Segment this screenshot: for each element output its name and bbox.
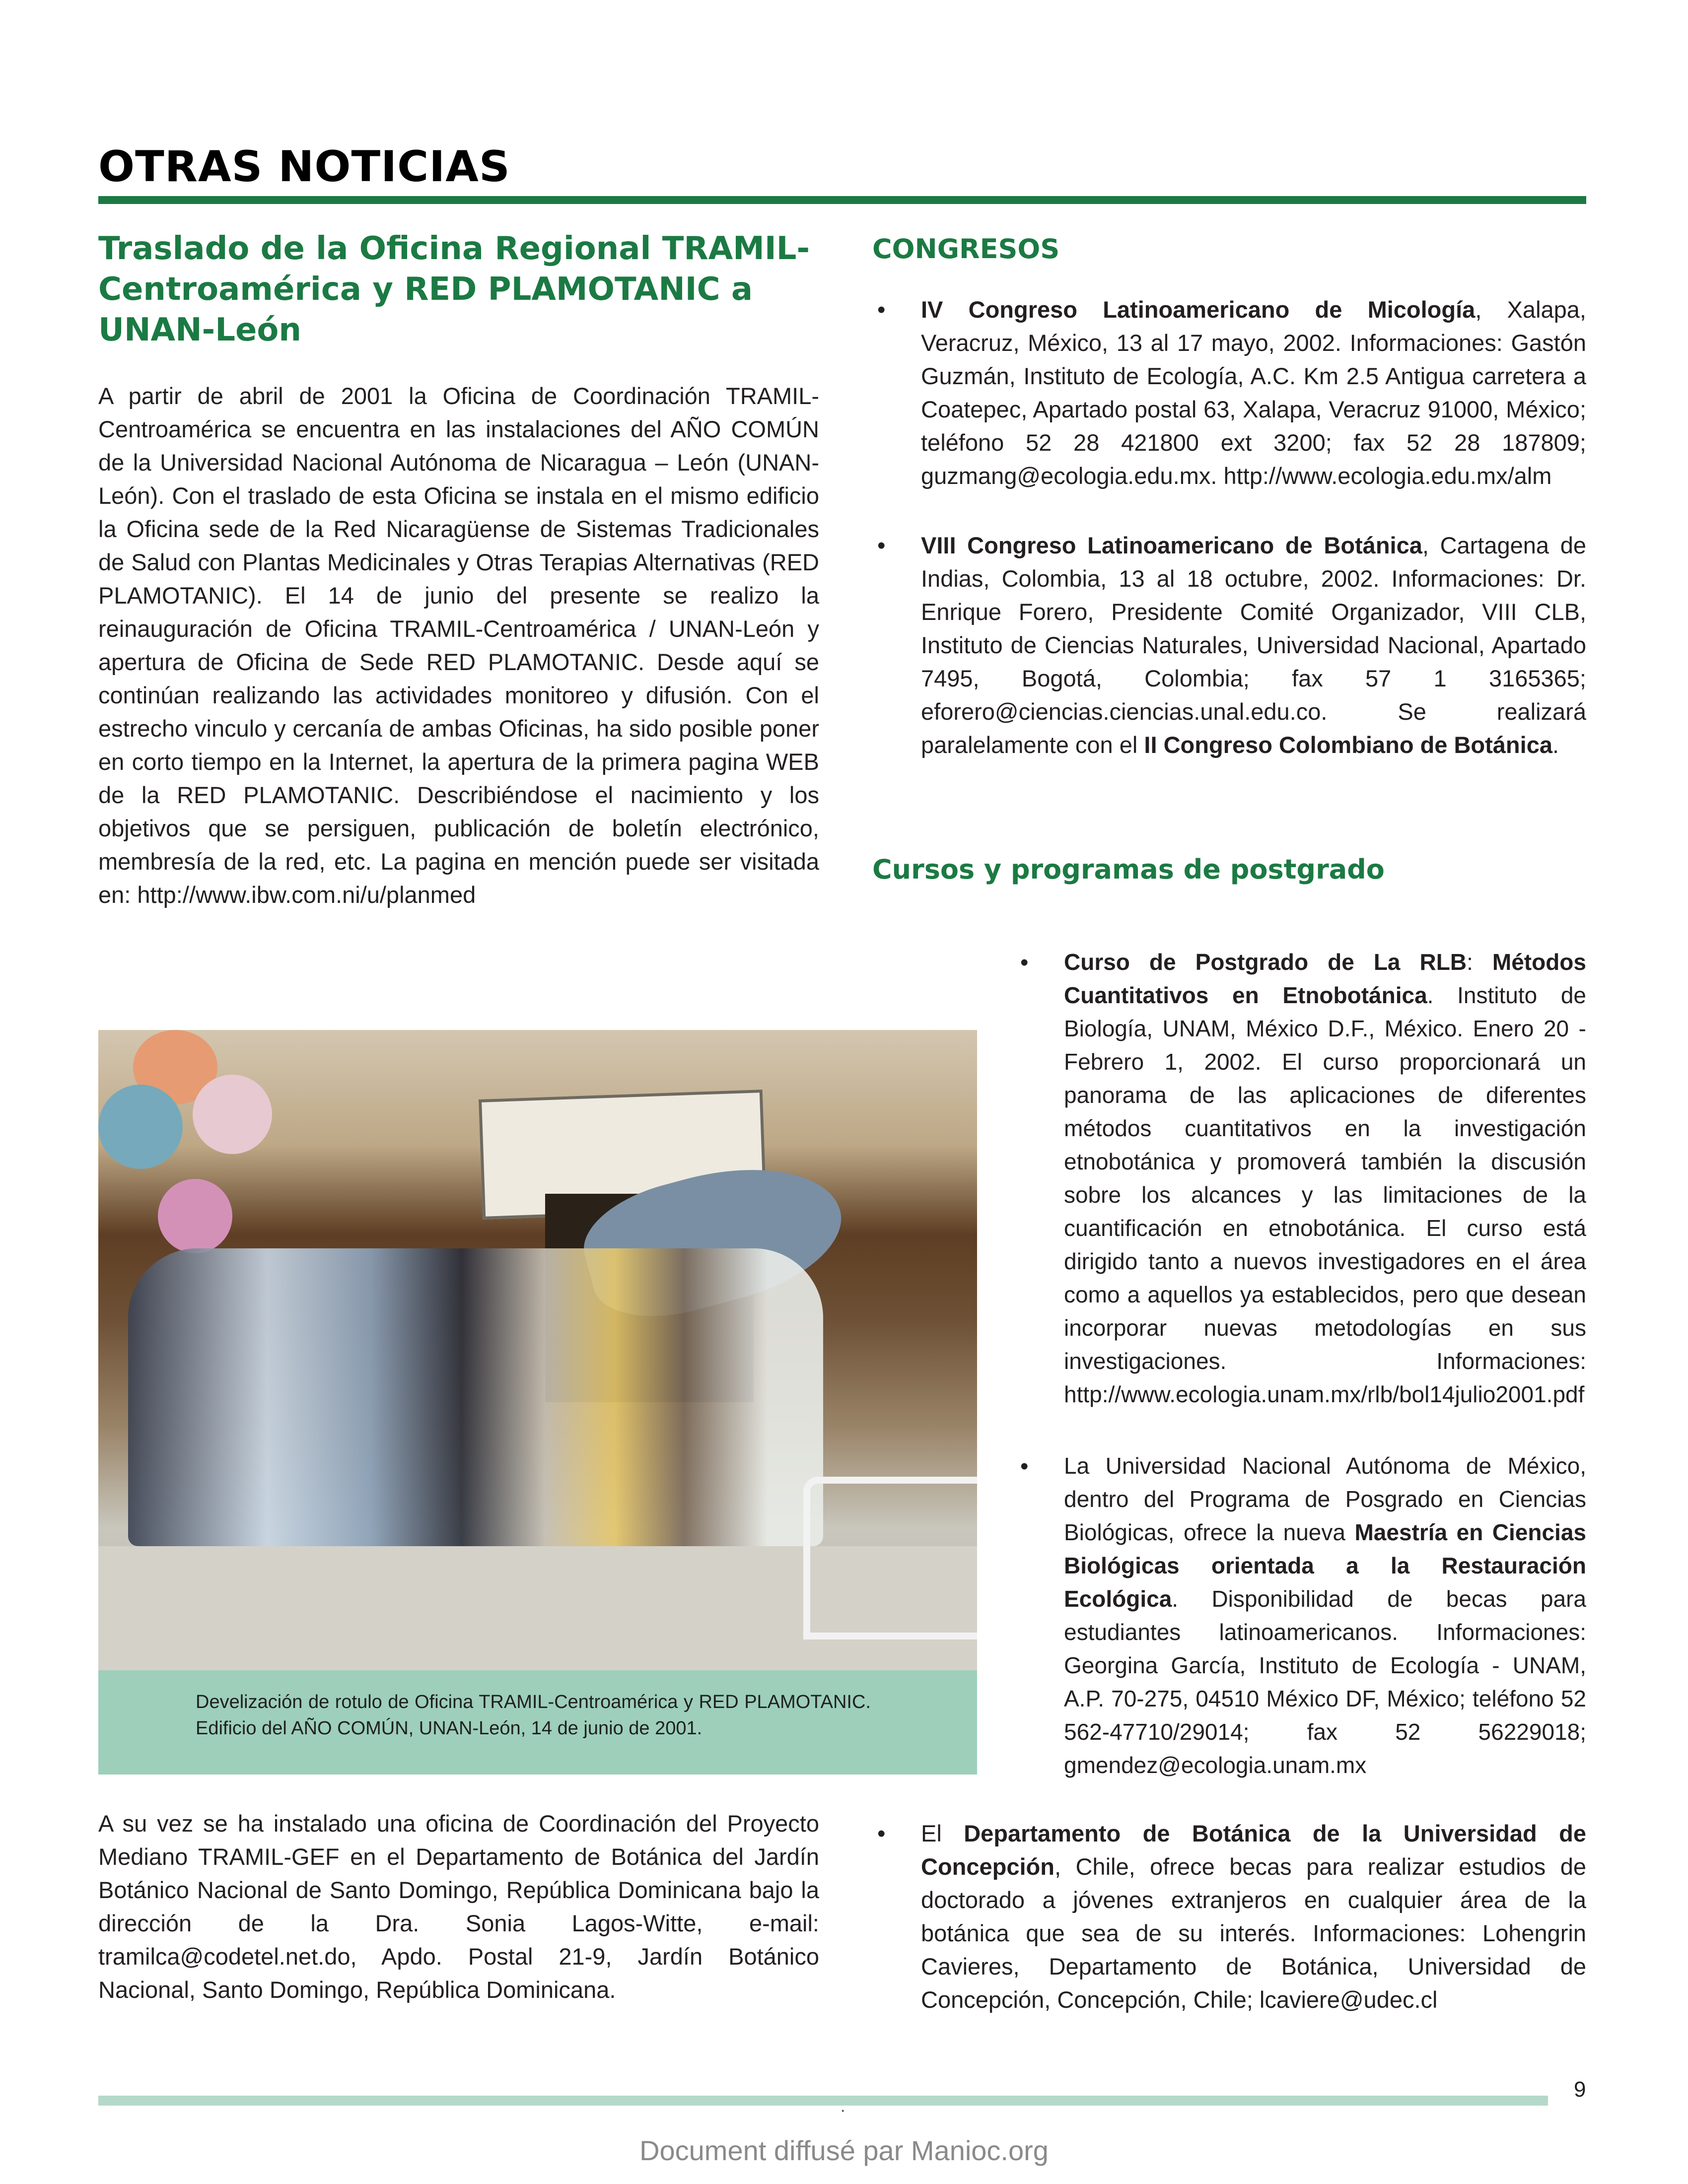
cursos-heading: Cursos y programas de postgrado [872,854,1385,885]
page-number: 9 [1574,2077,1586,2102]
curso-subtitle: Métodos Cuantitativos en Etnobotánica [1064,949,1586,1008]
curso-item [1020,946,1586,1411]
curso-separator: : [1467,949,1492,975]
photo-balloon [158,1179,232,1253]
section-title: OTRAS NOTICIAS [98,142,510,192]
article-paragraph-1: A partir de abril de 2001 la Oficina de Coordinación TRAMIL-Centroamérica se encuentra en las instalaciones del AÑO COMÚN de la Universidad Nacional Autónoma de Nicaragua – León (UNAN-León). Con el traslado de esta Oficina se instala en el mismo edificio la Oficina sede de la Red Nicaragüense de Sistemas Tradicionales de Salud con Plantas Medicinales y Otras Terapias Alternativas (RED PLAMOTANIC). El 14 de junio del presente se realizo la reinauguración de Oficina TRAMIL-Centroamérica / UNAN-León y apertura de Oficina de Sede RED PLAMOTANIC. Desde aquí se continúan realizando las actividades monitoreo y difusión. Con el estrecho vinculo y cercanía de ambas Oficinas, ha sido posible poner en corto tiempo en la Internet, la apertura de la primera pagina WEB de la RED PLAMOTANIC. Describiéndose el nacimiento y los objetivos que se persiguen, publicación de boletín electrónico, membresía de la red, etc. La pagina en mención puede ser visitada en: http://www.ibw.com.ni/u/planmed [98,383,819,908]
congreso-details: , Xalapa, Veracruz, México, 13 al 17 mayo, 2002. Informaciones: Gastón Guzmán, Instituto de Ecología, A.C. Km 2.5 Antigua carretera a Coatepec, Apartado postal 63, Xalapa, Veracruz 91000, México; teléfono 52 28 421800 ext 3200; fax 52 28 187809; guzmang@ecologia.edu.mx. http://www.ecologia.edu.mx/alm [921,296,1586,489]
curso-title: Curso de Postgrado de La RLB [1064,949,1467,975]
bullet: • [1020,949,1029,975]
curso-details: , Chile, ofrece becas para realizar estudios de doctorado a jóvenes extranjeros en cualquier área de la botánica que sea de su interés. Informaciones: Lohengrin Cavieres, Departamento de Botánica, Universidad de Concepción, Concepción, Chile; lcaviere@udec.cl [921,1853,1586,2013]
congreso-details-end: . [1552,732,1559,758]
photo-caption: Develización de rotulo de Oficina TRAMIL-Centroamérica y RED PLAMOTANIC. Edificio del AÑO COMÚN, UNAN-León, 14 de junio de 2001. [196,1692,871,1739]
event-photo [98,1030,977,1670]
congresos-heading: CONGRESOS [872,233,1060,265]
congreso-details: , Cartagena de Indias, Colombia, 13 al 18 octubre, 2002. Informaciones: Dr. Enrique Forero, Presidente Comité Organizador, VIII CLB, Instituto de Ciencias Naturales, Universidad Nacional, Apartado 7495, Bogotá, Colombia; fax 57 1 3165365; eforero@ciencias.ciencias.unal.edu.co. Se realizará paralelamente con el [921,532,1586,758]
photo-balloon [193,1075,272,1154]
bullet: • [877,532,886,558]
photo-caption-box [98,1670,977,1774]
bullet: • [877,296,886,323]
curso-intro: La Universidad Nacional Autónoma de México, dentro del Programa de Posgrado en Ciencias Biológicas, ofrece la nueva [1064,1453,1586,1545]
footer-rule [98,2096,1548,2106]
article-headline: Traslado de la Oficina Regional TRAMIL-Centroamérica y RED PLAMOTANIC a UNAN-León [98,230,810,348]
bullet: • [1020,1453,1029,1479]
bullet: • [877,1820,886,1846]
curso-item [877,1817,1586,2016]
title-rule [98,196,1586,204]
congreso-title-secondary: II Congreso Colombiano de Botánica [1144,732,1552,758]
curso-details: . Instituto de Biología, UNAM, México D.F., México. Enero 20 - Febrero 1, 2002. El curso proporcionará un panorama de las aplicaciones de diferentes métodos cuantitativos en la investigación etnobotánica y promoverá también la discusión sobre los alcances y las limitaciones de la cuantificación en etnobotánica. El curso está dirigido tanto a nuevos investigadores en el área como a aquellos ya establecidos, pero que desean incorporar nuevas metodologías en sus investigaciones. Informaciones: http://www.ecologia.unam.mx/rlb/bol14julio2001.pdf [1064,982,1586,1407]
congreso-title: VIII Congreso Latinoamericano de Botánica [921,532,1422,558]
curso-title: Maestría en Ciencias Biológicas orientada a la Restauración Ecológica [1064,1519,1586,1612]
congreso-title: IV Congreso Latinoamericano de Micología [921,296,1476,323]
photo-bench [803,1477,977,1639]
curso-item [1020,1449,1586,1782]
curso-intro: El [921,1820,964,1846]
footer-dot: · [840,2101,846,2119]
congreso-item [877,293,1586,492]
curso-title: Departamento de Botánica de la Universidad de Concepción [921,1820,1586,1880]
congreso-item [877,529,1586,761]
article-paragraph-2: A su vez se ha instalado una oficina de Coordinación del Proyecto Mediano TRAMIL-GEF en el Departamento de Botánica del Jardín Botánico Nacional de Santo Domingo, República Dominicana bajo la dirección de la Dra. Sonia Lagos-Witte, e-mail: tramilca@codetel.net.do, Apdo. Postal 21-9, Jardín Botánico Nacional, Santo Domingo, República Dominicana. [98,1810,819,2003]
watermark: Document diffusé par Manioc.org [639,2135,1049,2166]
photo-group-of-people [128,1248,823,1546]
photo-balloon [98,1085,183,1169]
curso-details: . Disponibilidad de becas para estudiantes latinoamericanos. Informaciones: Georgina García, Instituto de Ecología - UNAM, A.P. 70-275, 04510 México DF, México; teléfono 52 562-47710/29014; fax 52 56229018; gmendez@ecologia.unam.mx [1064,1586,1586,1778]
